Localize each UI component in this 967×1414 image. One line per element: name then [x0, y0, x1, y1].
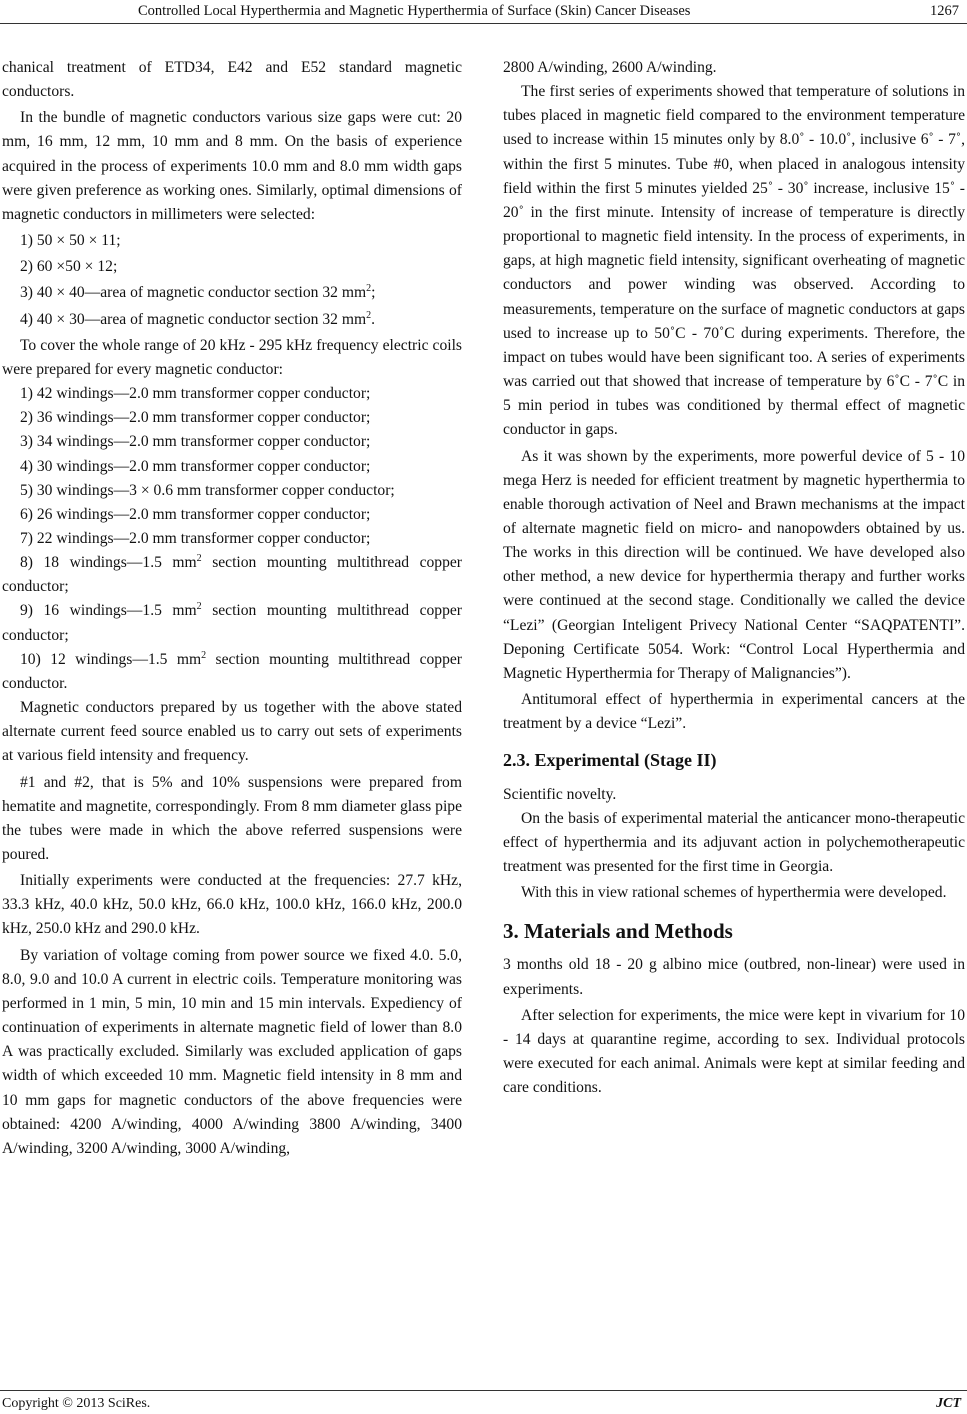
list-item: 5) 30 windings—3 × 0.6 mm transformer copper conductor;: [20, 481, 395, 499]
paragraph: Scientific novelty.: [503, 785, 617, 803]
section-heading: 3. Materials and Methods: [503, 919, 733, 944]
paragraph: Initially experiments were conducted at the frequencies: 27.7 kHz, 33.3 kHz, 40.0 kHz, 50.0 kHz, 66.0 kHz, 100.0 kHz, 166.0 kHz, 200.0 kHz, 250.0 kHz and 290.0 kHz.: [2, 872, 462, 938]
paragraph: #1 and #2, that is 5% and 10% suspensions were prepared from hematite and magnetite, correspondingly. From 8 mm diameter glass pipe the tubes were made in which the above referred suspensions were poured.: [2, 773, 462, 863]
paragraph: With this in view rational schemes of hyperthermia were developed.: [521, 884, 947, 902]
running-title: Controlled Local Hyperthermia and Magnetic Hyperthermia of Surface (Skin) Cancer Diseases: [138, 3, 691, 19]
copyright: Copyright © 2013 SciRes.: [2, 1396, 151, 1411]
paragraph: In the bundle of magnetic conductors various size gaps were cut: 20 mm, 16 mm, 12 mm, 10 mm and 8 mm. On the basis of experience acquired in the process of experiments 10.0 mm and 8.0 mm width gaps were given preference as working ones. Similarly, optimal dimensions of magnetic conductors in millimeters were selected:: [2, 109, 462, 223]
section-heading: 2.3. Experimental (Stage II): [503, 750, 717, 771]
paragraph: As it was shown by the experiments, more powerful device of 5 - 10 mega Herz is needed for efficient treatment by magnetic hyperthermia to enable thorough activation of Neel and Brawn mechanisms at the impact of alternate magnetic field on micro- and nanopowders obtained by us. The works in this direction will be continued. We have developed also other method, a new device for hyperthermia therapy and further works were continued at the second stage. Conditionally we called the device “Lezi” (Georgian Inteligent Privecy National Center “SAQPATENTI”. Deponing Certificate 5054. Work: “Control Local Hyperthermia and Magnetic Hyperthermia for Therapy of Malignancies”).: [503, 447, 965, 682]
list-item: 3) 40 × 40—area of magnetic conductor section 32 $mm^2$;: [20, 283, 376, 302]
list-item: 9) 16 windings—1.5 $mm^2$ section mounting multithread copper conductor;: [2, 601, 462, 644]
paragraph: chanical treatment of ETD34, E42 and E52 standard magnetic conductors.: [2, 59, 462, 101]
list-item: 2) 60 ×50 × 12;: [20, 258, 118, 276]
list-item: 7) 22 windings—2.0 mm transformer copper conductor;: [20, 529, 371, 547]
page-number: 1267: [930, 3, 959, 19]
list-item: 3) 34 windings—2.0 mm transformer copper conductor;: [20, 433, 371, 451]
paragraph: Antitumoral effect of hyperthermia in experimental cancers at the treatment by a device “Lezi”.: [503, 691, 965, 733]
footer-rule: [0, 1390, 967, 1391]
paragraph: 2800 A/winding, 2600 A/winding.: [503, 59, 717, 76]
list-item: 8) 18 windings—1.5 $mm^2$ section mounting multithread copper conductor;: [2, 553, 462, 596]
header-rule: [0, 23, 967, 24]
paragraph: The first series of experiments showed that temperature of solutions in tubes placed in magnetic field compared to the environment temperature used to increase within 15 minutes only by 8.0˚ - 10.0˚, inclusive 6˚ - 7˚, within the first 5 minutes. Tube #0, when placed in analogous intensity field within the first 5 minutes yielded 25˚ - 30˚ increase, inclusive 15˚ - 20˚ in the first minute. Intensity of increase of temperature is directly proportional to magnetic field intensity. In the process of experiments, in gaps, at high magnetic field intensity, significant overheating of magnetic conductors and power winding was observed. According to measurements, temperature on the surface of magnetic conductors at gaps used to increase up to 50˚C - 70˚C during experiments. Therefore, the impact on tubes would have been significant too. A series of experiments was carried out that showed that increase of temperature by 6˚C - 7˚C in 5 min period in tubes was conditioned by thermal effect of magnetic conductor in gaps.: [503, 83, 965, 439]
paragraph: 3 months old 18 - 20 g albino mice (outbred, non-linear) were used in experiments.: [503, 956, 965, 998]
journal-abbrev: JCT: [936, 1396, 961, 1411]
paragraph: To cover the whole range of 20 kHz - 295 kHz frequency electric coils were prepared for every magnetic conductor:: [2, 336, 462, 378]
right-column: [503, 56, 965, 1100]
list-item: 4) 30 windings—2.0 mm transformer copper conductor;: [20, 457, 371, 475]
page-footer: [0, 1390, 967, 1414]
list-item: 6) 26 windings—2.0 mm transformer copper conductor;: [20, 505, 371, 523]
page-header: [0, 0, 967, 28]
list-item: 1) 42 windings—2.0 mm transformer copper conductor;: [20, 385, 371, 403]
list-item: 2) 36 windings—2.0 mm transformer copper conductor;: [20, 409, 371, 427]
list-item: 4) 40 × 30—area of magnetic conductor section 32 $mm^2$.: [20, 309, 376, 328]
paragraph: On the basis of experimental material the anticancer mono-therapeutic effect of hyperthermia and its adjuvant action in polychemotherapeutic treatment was presented for the first time in Georgia.: [503, 809, 965, 875]
left-column: [2, 56, 462, 1161]
paragraph: After selection for experiments, the mice were kept in vivarium for 10 - 14 days at quarantine regime, according to sex. Individual protocols were executed for each animal. Animals were kept at similar feeding and care conditions.: [503, 1006, 965, 1097]
list-item: 10) 12 windings—1.5 $mm^2$ section mounting multithread copper conductor.: [2, 649, 462, 692]
paragraph: Magnetic conductors prepared by us together with the above stated alternate current feed source enabled us to carry out sets of experiments at various field intensity and frequency.: [2, 699, 462, 765]
list-item: 1) 50 × 50 × 11;: [20, 232, 121, 250]
paragraph: By variation of voltage coming from power source we fixed 4.0. 5.0, 8.0, 9.0 and 10.0 A current in electric coils. Temperature monitoring was performed in 1 min, 5 min, 10 min and 15 min intervals. Expediency of continuation of experiments in alternate magnetic field of lower than 8.0 A was practically excluded. Similarly was excluded application of gaps width of which exceeded 10 mm. Magnetic field intensity in 8 mm and 10 mm gaps for magnetic conductors of the above frequencies were obtained: 4200 A/winding, 4000 A/winding 3800 A/winding, 3400 A/winding, 3200 A/winding, 3000 A/winding,: [2, 946, 462, 1157]
